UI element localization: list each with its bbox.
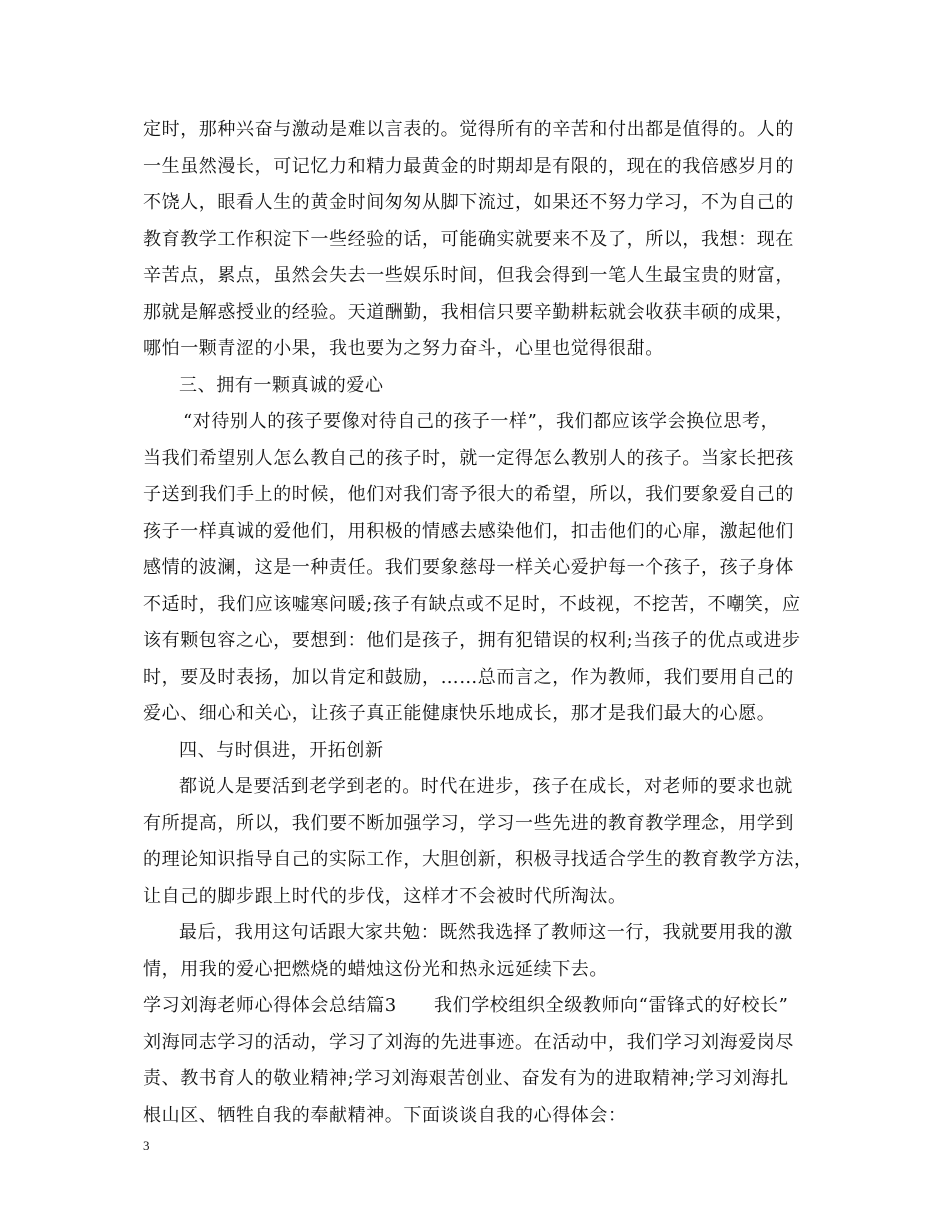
article-title-line: 学习刘海老师心得体会总结篇3 我们学校组织全级教师向“雷锋式的好校长” [143, 995, 789, 1016]
text-line: 定时，那种兴奋与激动是难以言表的。觉得所有的辛苦和付出都是值得的。人的 [143, 119, 794, 140]
text-line: 让自己的脚步跟上时代的步伐，这样才不会被时代所淘汰。 [143, 885, 627, 907]
text-line: 的理论知识指导自己的实际工作，大胆创新，积极寻找适合学生的教育教学方法， [143, 849, 813, 870]
text-line: 都说人是要活到老学到老的。时代在进步，孩子在成长，对老师的要求也就 [179, 776, 793, 797]
text-line: 子送到我们手上的时候，他们对我们寄予很大的希望，所以，我们要象爱自己的 [143, 484, 794, 505]
text-line: 时，要及时表扬，加以肯定和鼓励，……总而言之，作为教师，我们要用自己的 [143, 666, 794, 688]
text-line: 爱心、细心和关心，让孩子真正能健康快乐地成长，那才是我们最大的心愿。 [143, 703, 776, 724]
text-line: 感情的波澜，这是一种责任。我们要象慈母一样关心爱护每一个孩子，孩子身体 [143, 557, 794, 578]
text-line: 情，用我的爱心把燃烧的蜡烛这份光和热永远延续下去。 [143, 958, 608, 980]
section-heading: 三、拥有一颗真诚的爱心 [179, 374, 384, 396]
text-line: 责、教书育人的敬业精神;学习刘海艰苦创业、奋发有为的进取精神;学习刘海扎 [143, 1068, 789, 1089]
text-line: 根山区、牺牲自我的奉献精神。下面谈谈自我的心得体会： [143, 1104, 627, 1126]
text-line: 不适时，我们应该嘘寒问暖;孩子有缺点或不足时，不歧视，不挖苦，不嘲笑，应 [143, 593, 801, 615]
text-line: 有所提高，所以，我们要不断加强学习，学习一些先进的教育教学理念，用学到 [143, 812, 794, 834]
text-line: 哪怕一颗青涩的小果，我也要为之努力奋斗，心里也觉得很甜。 [143, 338, 664, 359]
text-line: 最后，我用这句话跟大家共勉：既然我选择了教师这一行，我就要用我的激 [179, 922, 793, 943]
text-line: 教育教学工作积淀下一些经验的话，可能确实就要来不及了，所以，我想：现在 [143, 228, 794, 250]
text-line: 刘海同志学习的活动，学习了刘海的先进事迹。在活动中，我们学习刘海爱岗尽 [143, 1031, 794, 1053]
text-line: 辛苦点，累点，虽然会失去一些娱乐时间，但我会得到一笔人生最宝贵的财富， [143, 265, 794, 286]
text-line: 孩子一样真诚的爱他们，用积极的情感去感染他们，扣击他们的心扉，激起他们 [143, 520, 794, 542]
section-heading: 四、与时俱进，开拓创新 [179, 739, 384, 761]
text-line: 一生虽然漫长，可记忆力和精力最黄金的时期却是有限的，现在的我倍感岁月的 [143, 155, 794, 177]
text-line: “对待别人的孩子要像对待自己的孩子一样”，我们都应该学会换位思考， [183, 411, 780, 432]
text-line: 不饶人，眼看人生的黄金时间匆匆从脚下流过，如果还不努力学习，不为自己的 [143, 192, 794, 213]
document-body [143, 112, 823, 1134]
text-line: 该有颗包容之心，要想到：他们是孩子，拥有犯错误的权利;当孩子的优点或进步 [143, 630, 801, 651]
page-number: 3 [143, 1138, 150, 1153]
text-line: 那就是解惑授业的经验。天道酬勤，我相信只要辛勤耕耘就会收获丰硕的成果， [143, 301, 794, 323]
text-line: 当我们希望别人怎么教自己的孩子时，就一定得怎么教别人的孩子。当家长把孩 [143, 447, 794, 469]
